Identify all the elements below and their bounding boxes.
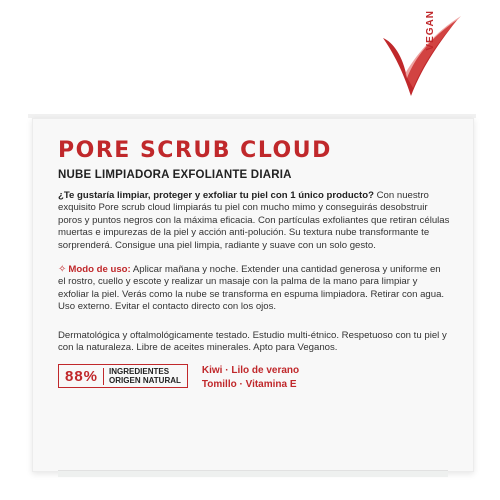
natural-origin-line2: ORIGEN NATURAL xyxy=(109,376,181,386)
natural-origin-percent: 88% xyxy=(65,368,104,385)
description-body: Con nuestro exquisito Pore scrub cloud limpiarás tu piel con mucho mimo y conseguirás desobstruir poros y puntos negros con la máxima eficacia. Con partículas exfoliantes que retiran células muertas e impurezas de la piel y acción anti-polución. Su textura nube transformante te sorprenderá. Consigue una piel limpia, radiante y suave con un solo gesto. xyxy=(58,190,450,251)
product-subtitle: NUBE LIMPIADORA EXFOLIANTE DIARIA xyxy=(58,169,292,181)
box-label-content xyxy=(58,138,450,392)
usage-text: Aplicar mañana y noche. Extender una cantidad generosa y uniforme en el rostro, cuello y escote y realizar un masaje con la palma de la mano para limpiar y exfoliar la piel. Verás como la nube se transforma en espuma limpiadora. Retirar con agua. Uso externo. Evitar el contacto directo con los ojos. xyxy=(58,264,445,313)
claims-paragraph: Dermatológica y oftalmológicamente testado. Estudio multi-étnico. Respetuoso con tu piel y con la naturaleza. Libre de aceites minerales. Apto para Veganos. xyxy=(58,329,447,354)
key-ingredients xyxy=(202,364,299,392)
vegan-label: VEGAN xyxy=(425,10,436,51)
key-ingredients-line1: Kiwi · Lilo de verano xyxy=(201,365,300,377)
usage-label: Modo de uso: xyxy=(68,264,131,276)
key-ingredients-line2: Tomillo · Vitamina E xyxy=(201,379,297,391)
natural-origin-label xyxy=(109,367,181,385)
usage-paragraph xyxy=(58,264,450,314)
description-paragraph xyxy=(58,190,450,252)
natural-origin-line1: INGREDIENTES xyxy=(109,367,170,377)
description-intro: ¿Te gustaría limpiar, proteger y exfoliar tu piel con 1 único producto? xyxy=(58,190,374,201)
sparkle-icon: ✧ xyxy=(58,264,67,276)
natural-origin-badge xyxy=(58,364,188,388)
footer xyxy=(58,364,450,392)
product-title: PORE SCRUB CLOUD xyxy=(58,138,332,163)
box-base-edge xyxy=(58,470,448,477)
